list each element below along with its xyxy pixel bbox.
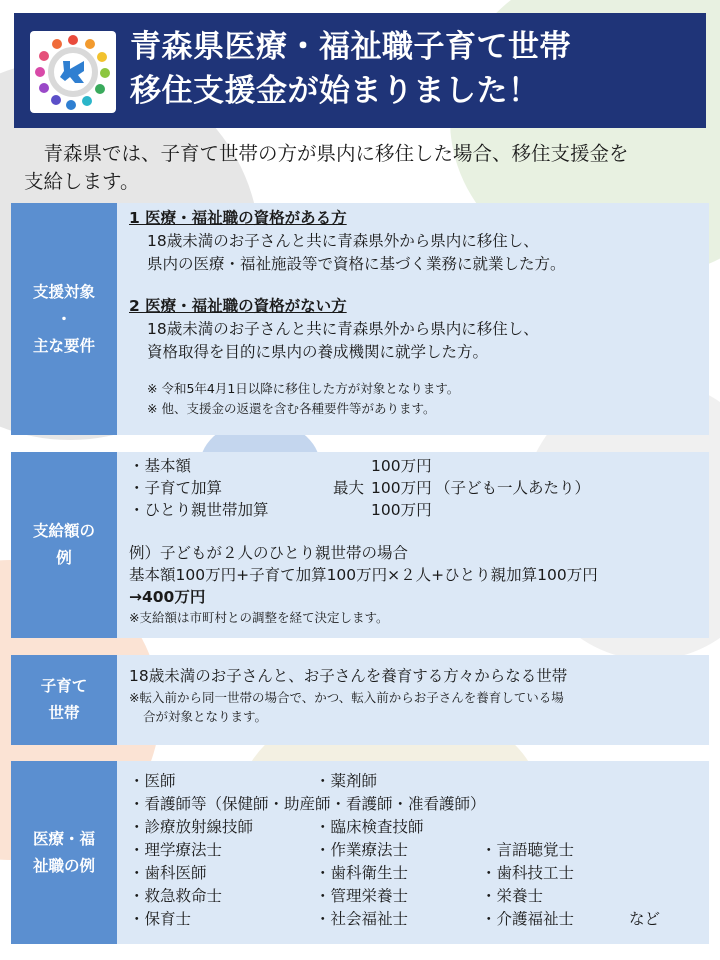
section-household [11, 655, 709, 745]
requirement-text: 資格取得を目的に県内の養成機関に就学した方。 [147, 343, 489, 361]
label-line: 祉職の例 [32, 856, 95, 875]
title-line: 移住支援金が始まりました！ [130, 73, 540, 109]
label-line: ・ [56, 309, 72, 328]
label-line: 世帯 [48, 704, 80, 722]
label-line: 子育て [40, 677, 88, 695]
requirement-text: 県内の医療・福祉施設等で資格に基づく業務に就業した方。 [147, 255, 566, 273]
requirement-text: 18歳未満のお子さんと共に青森県外から県内に移住し、 [147, 320, 539, 338]
amount-value: 100万円 [371, 501, 432, 519]
label-line: 主な要件 [32, 336, 95, 355]
title-line: 青森県医療・福祉職子育て世帯 [130, 29, 571, 65]
section-jobs [11, 761, 709, 944]
job-item: ・医師 [129, 772, 176, 790]
section-body [117, 452, 709, 638]
example-formula: 基本額100万円+子育て加算100万円×２人+ひとり親加算100万円 [129, 566, 598, 584]
section-label [11, 452, 117, 638]
amount-item: ・基本額 [129, 457, 192, 475]
section-label [11, 203, 117, 435]
job-item: ・言語聴覚士 [481, 841, 575, 859]
household-note: 合が対象となります。 [143, 709, 268, 724]
job-item: ・看護師等（保健師・助産師・看護師・准看護師） [129, 795, 486, 813]
job-item: ・歯科技工士 [481, 864, 575, 882]
section-body [117, 761, 709, 944]
intro-line: 支給します。 [24, 170, 140, 193]
job-item: ・臨床検査技師 [315, 818, 424, 836]
job-item: ・社会福祉士 [315, 910, 409, 928]
amount-item: ・子育て加算 [129, 479, 223, 497]
amount-value: 100万円 [371, 479, 432, 497]
label-line: 医療・福 [32, 829, 95, 848]
requirement-heading: 2 医療・福祉職の資格がない方 [129, 297, 347, 315]
people-circle-logo [30, 31, 116, 113]
requirement-note: ※ 令和5年4月1日以降に移住した方が対象となります。 [147, 381, 460, 396]
requirement-heading: 1 医療・福祉職の資格がある方 [129, 209, 347, 227]
job-item: ・理学療法士 [129, 841, 223, 859]
requirement-note: ※ 他、支援金の返還を含む各種要件等があります。 [147, 401, 436, 416]
job-item: ・介護福祉士 [481, 910, 575, 928]
section-body [117, 655, 709, 745]
job-item: ・救急救命士 [129, 887, 223, 905]
job-item: ・管理栄養士 [315, 887, 409, 905]
household-definition: 18歳未満のお子さんと、お子さんを養育する方々からなる世帯 [129, 667, 568, 685]
label-line: 支援対象 [32, 282, 95, 301]
job-item: ・歯科衛生士 [315, 864, 409, 882]
household-note: ※転入前から同一世帯の場合で、かつ、転入前からお子さんを養育している場 [129, 690, 564, 705]
example-result: →400万円 [129, 588, 206, 606]
section-target [11, 203, 709, 435]
job-item: ・作業療法士 [315, 841, 409, 859]
section-body [117, 203, 709, 435]
header-banner [14, 13, 706, 128]
amount-footnote: ※支給額は市町村との調整を経て決定します。 [129, 610, 389, 625]
label-line: 支給額の [32, 522, 95, 540]
amount-item: ・ひとり親世帯加算 [129, 501, 269, 519]
example-title: 例）子どもが２人のひとり親世帯の場合 [129, 544, 409, 562]
section-amount [11, 452, 709, 638]
job-item: ・薬剤師 [315, 772, 378, 790]
job-item: ・診療放射線技師 [129, 818, 254, 836]
label-line: 例 [56, 549, 72, 567]
amount-note: （子ども一人あたり） [435, 479, 591, 497]
job-item: ・栄養士 [481, 887, 544, 905]
intro-text [24, 140, 684, 196]
job-item: ・歯科医師 [129, 864, 207, 882]
amount-prefix: 最大 [333, 479, 365, 497]
section-label [11, 761, 117, 944]
jobs-etc: など [629, 910, 661, 928]
job-item: ・保育士 [129, 910, 192, 928]
requirement-text: 18歳未満のお子さんと共に青森県外から県内に移住し、 [147, 232, 539, 250]
section-label [11, 655, 117, 745]
page-title [130, 25, 700, 113]
amount-value: 100万円 [371, 457, 432, 475]
intro-line: 青森県では、子育て世帯の方が県内に移住した場合、移住支援金を [24, 142, 629, 165]
